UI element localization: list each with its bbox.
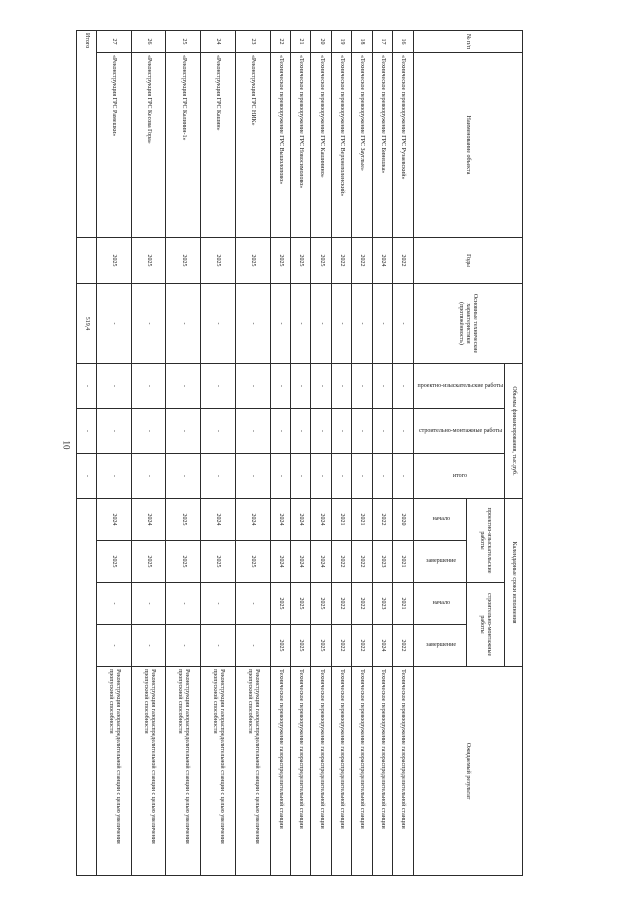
table-row [235, 31, 270, 876]
cell-years: 2025 [235, 238, 270, 284]
cell-pir-end: 2025 [235, 541, 270, 583]
cell-num: 25 [166, 31, 201, 53]
cell-pir-end: 2025 [166, 541, 201, 583]
cell-years: 2025 [311, 238, 331, 284]
header-smr-end: завершение [413, 625, 466, 667]
cell-tech: - [97, 284, 132, 364]
cell-pir-end: 2025 [201, 541, 236, 583]
cell-result: Техническое перевооружение газораспределительной станции [331, 667, 351, 876]
cell-fin-design: - [291, 364, 311, 409]
cell-fin-construction: - [331, 409, 351, 454]
cell-fin-total: - [331, 454, 351, 499]
cell-fin-total: - [270, 454, 290, 499]
total-fin-construction: - [76, 409, 97, 454]
cell-tech: - [201, 284, 236, 364]
table-row [311, 31, 331, 876]
table-row [291, 31, 311, 876]
cell-fin-construction: - [311, 409, 331, 454]
header-financing: Объемы финансирования, тыс.руб. [505, 364, 523, 499]
cell-result: Техническое перевооружение газораспределительной станции [311, 667, 331, 876]
cell-fin-design: - [97, 364, 132, 409]
header-construction-works: строительно-монтажные работы [466, 583, 504, 667]
cell-fin-design: - [311, 364, 331, 409]
cell-fin-total: - [131, 454, 166, 499]
cell-pir-end: 2024 [270, 541, 290, 583]
header-schedule: Календарные сроки исполнения [505, 499, 523, 667]
header-name: Наименование объекта [413, 53, 522, 238]
header-design-works: проектно-изыскательские работы [466, 499, 504, 583]
cell-tech: - [393, 284, 413, 364]
header-result: Ожидаемый результат [413, 667, 522, 876]
cell-smr-start: - [201, 583, 236, 625]
cell-result: Реконструкция газораспределительной станции с целью увеличения пропускной способности [235, 667, 270, 876]
cell-smr-start: 2025 [270, 583, 290, 625]
cell-smr-end: 2025 [270, 625, 290, 667]
cell-pir-end: 2025 [131, 541, 166, 583]
header-pir-end: завершение [413, 541, 466, 583]
cell-pir-end: 2025 [97, 541, 132, 583]
cell-smr-start: 2022 [331, 583, 351, 625]
cell-fin-construction: - [291, 409, 311, 454]
cell-result: Техническое перевооружение газораспределительной станции [270, 667, 290, 876]
cell-result: Реконструкция газораспределительной станции с целью увеличения пропускной способности [131, 667, 166, 876]
cell-fin-total: - [372, 454, 392, 499]
cell-fin-design: - [235, 364, 270, 409]
cell-fin-design: - [201, 364, 236, 409]
cell-name: «Реконструкция ГРС Кесова Гора» [131, 53, 166, 238]
cell-years: 2025 [131, 238, 166, 284]
cell-tech: - [372, 284, 392, 364]
cell-num: 26 [131, 31, 166, 53]
cell-pir-end: 2022 [352, 541, 372, 583]
cell-name: «Реконструкция ГРС Калинин-1» [166, 53, 201, 238]
cell-smr-end: 2022 [352, 625, 372, 667]
cell-tech: - [131, 284, 166, 364]
cell-name: «Реконструкция ГРС НИК» [235, 53, 270, 238]
cell-num: 16 [393, 31, 413, 53]
cell-smr-start: 2023 [372, 583, 392, 625]
table-row [352, 31, 372, 876]
cell-pir-start: 2025 [166, 499, 201, 541]
total-fin-design: - [76, 364, 97, 409]
cell-smr-end: - [201, 625, 236, 667]
cell-result: Техническое перевооружение газораспределительной станции [291, 667, 311, 876]
cell-fin-design: - [270, 364, 290, 409]
cell-fin-construction: - [97, 409, 132, 454]
cell-name: «Техническое перевооружение ГРС Вышолопово» [270, 53, 290, 238]
cell-fin-total: - [201, 454, 236, 499]
cell-name: «Техническое перевооружение ГРС Зауглые» [352, 53, 372, 238]
cell-fin-total: - [311, 454, 331, 499]
cell-name: «Техническое перевооружение ГРС Кашинино» [311, 53, 331, 238]
cell-years: 2022 [352, 238, 372, 284]
cell-years: 2025 [166, 238, 201, 284]
cell-smr-end: 2022 [331, 625, 351, 667]
cell-smr-end: 2025 [291, 625, 311, 667]
cell-pir-start: 2022 [372, 499, 392, 541]
total-fin-total: - [76, 454, 97, 499]
cell-pir-end: 2023 [372, 541, 392, 583]
cell-smr-start: 2021 [393, 583, 413, 625]
cell-fin-total: - [291, 454, 311, 499]
cell-num: 21 [291, 31, 311, 53]
table-row [97, 31, 132, 876]
cell-pir-start: 2024 [291, 499, 311, 541]
cell-result: Реконструкция газораспределительной станции с целью увеличения пропускной способности [201, 667, 236, 876]
header-smr-start: начало [413, 583, 466, 625]
cell-name: «Реконструкция ГРС Кашин» [201, 53, 236, 238]
header-fin-design: проектно-изыскательские работы [413, 364, 504, 409]
cell-name: «Техническое перевооружение ГРС Новосимолово» [291, 53, 311, 238]
cell-fin-design: - [331, 364, 351, 409]
cell-num: 17 [372, 31, 392, 53]
cell-num: 24 [201, 31, 236, 53]
table-row [131, 31, 166, 876]
cell-name: «Техническое перевооружение ГРС Рузаевский» [393, 53, 413, 238]
cell-tech: - [166, 284, 201, 364]
cell-fin-construction: - [201, 409, 236, 454]
cell-pir-end: 2021 [393, 541, 413, 583]
cell-pir-start: 2024 [270, 499, 290, 541]
cell-num: 20 [311, 31, 331, 53]
cell-name: «Реконструкция ГРС Рамешки» [97, 53, 132, 238]
cell-result: Техническое перевооружение газораспределительной станции [372, 667, 392, 876]
cell-tech: - [311, 284, 331, 364]
header-years: Годы [413, 238, 522, 284]
cell-pir-end: 2022 [331, 541, 351, 583]
rotated-page-content [83, 30, 523, 875]
cell-tech: - [352, 284, 372, 364]
cell-smr-end: - [131, 625, 166, 667]
header-pir-start: начало [413, 499, 466, 541]
table-row [331, 31, 351, 876]
cell-years: 2025 [97, 238, 132, 284]
cell-fin-design: - [393, 364, 413, 409]
cell-smr-end: - [97, 625, 132, 667]
cell-years: 2025 [201, 238, 236, 284]
table-row [372, 31, 392, 876]
cell-fin-construction: - [166, 409, 201, 454]
cell-result: Техническое перевооружение газораспределительной станции [393, 667, 413, 876]
rotated-table-container [83, 30, 523, 875]
cell-fin-construction: - [393, 409, 413, 454]
cell-fin-total: - [235, 454, 270, 499]
cell-years: 2025 [291, 238, 311, 284]
cell-smr-end: 2025 [311, 625, 331, 667]
cell-name: «Техническое перевооружение ГРС Бинешка» [372, 53, 392, 238]
cell-num: 19 [331, 31, 351, 53]
cell-fin-construction: - [352, 409, 372, 454]
header-fin-construction: строительно-монтажные работы [413, 409, 504, 454]
cell-smr-start: - [235, 583, 270, 625]
cell-pir-start: 2020 [393, 499, 413, 541]
cell-fin-construction: - [131, 409, 166, 454]
page-number: 10 [61, 440, 72, 450]
cell-pir-end: 2024 [311, 541, 331, 583]
cell-num: 27 [97, 31, 132, 53]
cell-pir-start: 2024 [235, 499, 270, 541]
cell-fin-design: - [131, 364, 166, 409]
cell-smr-start: - [97, 583, 132, 625]
header-num: № п/п [413, 31, 522, 53]
cell-smr-end: 2022 [393, 625, 413, 667]
cell-years: 2025 [270, 238, 290, 284]
cell-pir-end: 2024 [291, 541, 311, 583]
cell-fin-total: - [97, 454, 132, 499]
header-fin-total: итого [413, 454, 504, 499]
table-row [393, 31, 413, 876]
cell-years: 2022 [331, 238, 351, 284]
cell-fin-construction: - [372, 409, 392, 454]
total-row [76, 31, 97, 876]
cell-fin-design: - [352, 364, 372, 409]
cell-fin-design: - [166, 364, 201, 409]
cell-pir-start: 2021 [331, 499, 351, 541]
cell-smr-end: 2024 [372, 625, 392, 667]
cell-pir-start: 2024 [97, 499, 132, 541]
cell-smr-start: - [131, 583, 166, 625]
cell-smr-start: 2025 [311, 583, 331, 625]
table-row [201, 31, 236, 876]
cell-num: 22 [270, 31, 290, 53]
cell-result: Реконструкция газораспределительной станции с целью увеличения пропускной способности [166, 667, 201, 876]
total-empty [76, 499, 97, 876]
cell-smr-start: - [166, 583, 201, 625]
cell-pir-start: 2024 [311, 499, 331, 541]
cell-fin-total: - [393, 454, 413, 499]
cell-tech: - [291, 284, 311, 364]
cell-fin-total: - [166, 454, 201, 499]
cell-num: 23 [235, 31, 270, 53]
cell-pir-start: 2024 [131, 499, 166, 541]
cell-tech: - [235, 284, 270, 364]
cell-years: 2022 [393, 238, 413, 284]
cell-fin-construction: - [270, 409, 290, 454]
cell-smr-end: - [235, 625, 270, 667]
cell-result: Реконструкция газораспределительной станции с целью увеличения пропускной способности [97, 667, 132, 876]
table-row [166, 31, 201, 876]
total-label: Итого [76, 31, 97, 238]
total-tech: 519,4 [76, 284, 97, 364]
cell-fin-construction: - [235, 409, 270, 454]
cell-years: 2024 [372, 238, 392, 284]
cell-num: 18 [352, 31, 372, 53]
table-row [270, 31, 290, 876]
objects-table [76, 30, 523, 876]
cell-smr-start: 2025 [291, 583, 311, 625]
cell-smr-start: 2022 [352, 583, 372, 625]
header-tech: Основные технические характеристики (протяжённость) [413, 284, 522, 364]
cell-pir-start: 2021 [352, 499, 372, 541]
cell-tech: - [331, 284, 351, 364]
cell-result: Техническое перевооружение газораспределительной станции [352, 667, 372, 876]
cell-fin-design: - [372, 364, 392, 409]
cell-smr-end: - [166, 625, 201, 667]
total-years [76, 238, 97, 284]
cell-tech: - [270, 284, 290, 364]
cell-name: «Техническое перевооружение ГРС Верхнеполенский» [331, 53, 351, 238]
cell-fin-total: - [352, 454, 372, 499]
cell-pir-start: 2024 [201, 499, 236, 541]
